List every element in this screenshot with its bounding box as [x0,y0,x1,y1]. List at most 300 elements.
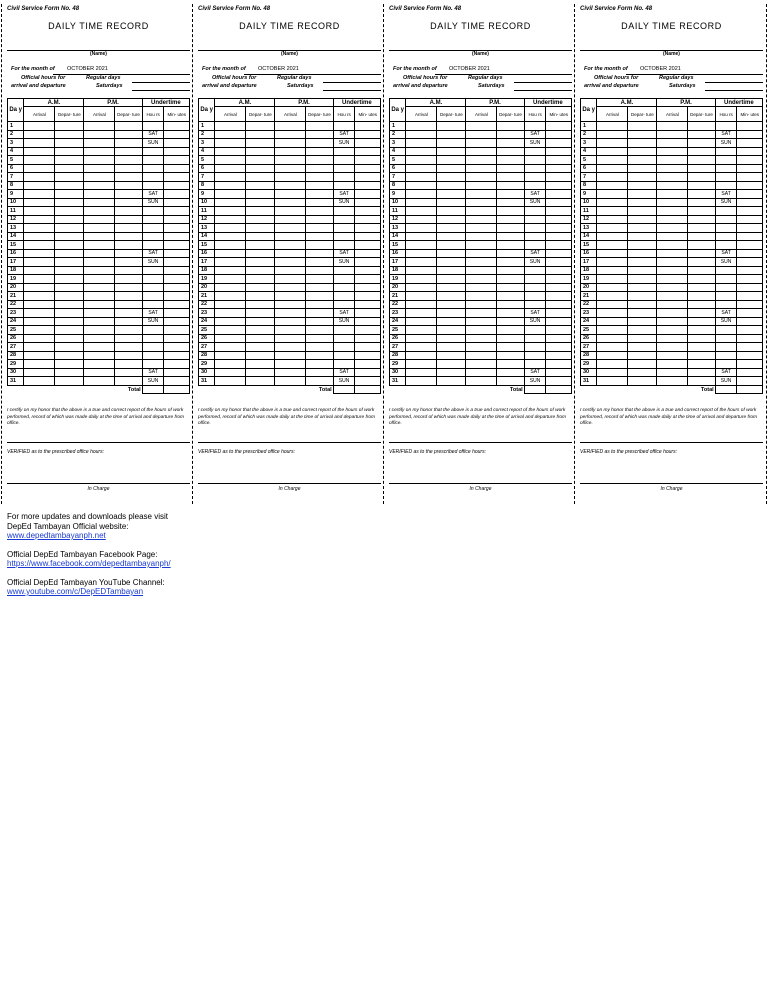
undertime-hours-cell[interactable] [715,156,737,165]
pm-departure-cell[interactable] [115,139,142,148]
am-arrival-cell[interactable] [24,130,55,139]
pm-arrival-cell[interactable] [466,224,497,233]
am-departure-cell[interactable] [628,360,657,369]
am-departure-cell[interactable] [55,351,84,360]
pm-departure-cell[interactable] [497,368,524,377]
pm-arrival-cell[interactable] [657,343,688,352]
pm-arrival-cell[interactable] [84,351,115,360]
employee-signature-line[interactable] [580,442,763,443]
pm-arrival-cell[interactable] [657,181,688,190]
am-departure-cell[interactable] [55,360,84,369]
regular-days-field[interactable] [323,82,381,83]
undertime-minutes-cell[interactable] [737,326,763,335]
am-departure-cell[interactable] [628,266,657,275]
undertime-minutes-cell[interactable] [546,207,572,216]
am-departure-cell[interactable] [437,249,466,258]
undertime-minutes-cell[interactable] [164,275,190,284]
pm-arrival-cell[interactable] [84,292,115,301]
month-value[interactable]: OCTOBER 2021 [258,66,299,72]
undertime-hours-cell[interactable] [715,334,737,343]
am-departure-cell[interactable] [437,232,466,241]
undertime-minutes-cell[interactable] [546,224,572,233]
undertime-minutes-cell[interactable] [355,317,381,326]
undertime-hours-cell[interactable] [715,207,737,216]
pm-departure-cell[interactable] [115,317,142,326]
undertime-minutes-cell[interactable] [164,266,190,275]
pm-departure-cell[interactable] [497,130,524,139]
am-departure-cell[interactable] [246,300,275,309]
am-departure-cell[interactable] [628,317,657,326]
total-minutes-cell[interactable] [546,385,572,394]
undertime-minutes-cell[interactable] [737,309,763,318]
in-charge-signature-line[interactable] [580,483,763,484]
undertime-minutes-cell[interactable] [164,317,190,326]
pm-departure-cell[interactable] [115,377,142,386]
am-arrival-cell[interactable] [597,266,628,275]
pm-arrival-cell[interactable] [275,283,306,292]
undertime-minutes-cell[interactable] [546,164,572,173]
undertime-hours-cell[interactable] [524,207,546,216]
am-arrival-cell[interactable] [597,309,628,318]
am-departure-cell[interactable] [246,207,275,216]
am-departure-cell[interactable] [55,232,84,241]
pm-arrival-cell[interactable] [657,122,688,131]
pm-departure-cell[interactable] [497,173,524,182]
pm-departure-cell[interactable] [497,241,524,250]
undertime-hours-cell[interactable] [715,147,737,156]
undertime-hours-cell[interactable] [715,343,737,352]
am-departure-cell[interactable] [437,292,466,301]
pm-departure-cell[interactable] [115,334,142,343]
undertime-hours-cell[interactable]: SAT [142,130,164,139]
undertime-minutes-cell[interactable] [737,334,763,343]
pm-arrival-cell[interactable] [275,368,306,377]
undertime-hours-cell[interactable] [142,156,164,165]
am-arrival-cell[interactable] [406,164,437,173]
pm-arrival-cell[interactable] [657,198,688,207]
undertime-hours-cell[interactable]: SAT [715,368,737,377]
pm-departure-cell[interactable] [306,309,333,318]
am-departure-cell[interactable] [628,309,657,318]
undertime-minutes-cell[interactable] [164,241,190,250]
undertime-hours-cell[interactable] [142,360,164,369]
pm-arrival-cell[interactable] [275,377,306,386]
pm-departure-cell[interactable] [115,207,142,216]
am-arrival-cell[interactable] [215,173,246,182]
pm-arrival-cell[interactable] [657,300,688,309]
pm-departure-cell[interactable] [115,156,142,165]
undertime-minutes-cell[interactable] [355,300,381,309]
am-arrival-cell[interactable] [406,241,437,250]
undertime-hours-cell[interactable] [715,300,737,309]
undertime-hours-cell[interactable]: SUN [524,139,546,148]
undertime-minutes-cell[interactable] [546,343,572,352]
pm-departure-cell[interactable] [306,173,333,182]
undertime-minutes-cell[interactable] [737,377,763,386]
am-arrival-cell[interactable] [215,232,246,241]
pm-arrival-cell[interactable] [657,283,688,292]
undertime-hours-cell[interactable]: SAT [333,190,355,199]
pm-departure-cell[interactable] [497,122,524,131]
am-arrival-cell[interactable] [24,343,55,352]
am-arrival-cell[interactable] [215,309,246,318]
undertime-hours-cell[interactable] [333,326,355,335]
am-arrival-cell[interactable] [597,139,628,148]
am-arrival-cell[interactable] [597,198,628,207]
am-departure-cell[interactable] [628,351,657,360]
pm-departure-cell[interactable] [306,266,333,275]
undertime-minutes-cell[interactable] [164,258,190,267]
pm-departure-cell[interactable] [306,377,333,386]
total-minutes-cell[interactable] [355,385,381,394]
am-departure-cell[interactable] [437,241,466,250]
am-arrival-cell[interactable] [406,198,437,207]
undertime-minutes-cell[interactable] [737,207,763,216]
undertime-hours-cell[interactable] [715,215,737,224]
pm-departure-cell[interactable] [306,232,333,241]
undertime-hours-cell[interactable] [715,173,737,182]
undertime-minutes-cell[interactable] [737,283,763,292]
pm-departure-cell[interactable] [688,334,715,343]
pm-arrival-cell[interactable] [466,198,497,207]
am-arrival-cell[interactable] [406,147,437,156]
am-arrival-cell[interactable] [597,343,628,352]
am-arrival-cell[interactable] [24,292,55,301]
am-arrival-cell[interactable] [597,326,628,335]
undertime-hours-cell[interactable] [524,292,546,301]
undertime-minutes-cell[interactable] [546,258,572,267]
undertime-hours-cell[interactable] [333,173,355,182]
am-arrival-cell[interactable] [215,122,246,131]
am-departure-cell[interactable] [628,181,657,190]
undertime-minutes-cell[interactable] [355,164,381,173]
undertime-minutes-cell[interactable] [164,181,190,190]
am-arrival-cell[interactable] [215,334,246,343]
undertime-minutes-cell[interactable] [164,309,190,318]
pm-arrival-cell[interactable] [657,266,688,275]
pm-departure-cell[interactable] [688,377,715,386]
am-departure-cell[interactable] [55,283,84,292]
pm-departure-cell[interactable] [688,343,715,352]
undertime-minutes-cell[interactable] [164,300,190,309]
undertime-hours-cell[interactable] [524,156,546,165]
pm-departure-cell[interactable] [688,283,715,292]
undertime-hours-cell[interactable] [715,224,737,233]
pm-departure-cell[interactable] [115,343,142,352]
am-arrival-cell[interactable] [597,368,628,377]
pm-arrival-cell[interactable] [84,164,115,173]
pm-departure-cell[interactable] [688,207,715,216]
undertime-minutes-cell[interactable] [355,292,381,301]
am-departure-cell[interactable] [437,360,466,369]
am-departure-cell[interactable] [437,368,466,377]
pm-arrival-cell[interactable] [84,317,115,326]
pm-departure-cell[interactable] [306,139,333,148]
undertime-hours-cell[interactable] [524,215,546,224]
am-departure-cell[interactable] [55,164,84,173]
undertime-minutes-cell[interactable] [737,122,763,131]
undertime-hours-cell[interactable] [333,207,355,216]
undertime-minutes-cell[interactable] [355,309,381,318]
undertime-minutes-cell[interactable] [355,343,381,352]
am-departure-cell[interactable] [437,224,466,233]
pm-arrival-cell[interactable] [84,275,115,284]
am-departure-cell[interactable] [437,300,466,309]
pm-departure-cell[interactable] [497,232,524,241]
undertime-minutes-cell[interactable] [546,326,572,335]
am-departure-cell[interactable] [437,351,466,360]
am-departure-cell[interactable] [246,275,275,284]
undertime-minutes-cell[interactable] [355,266,381,275]
am-departure-cell[interactable] [437,198,466,207]
undertime-minutes-cell[interactable] [355,147,381,156]
am-departure-cell[interactable] [246,241,275,250]
pm-arrival-cell[interactable] [466,343,497,352]
pm-arrival-cell[interactable] [84,215,115,224]
undertime-minutes-cell[interactable] [546,292,572,301]
pm-departure-cell[interactable] [497,215,524,224]
am-departure-cell[interactable] [55,224,84,233]
am-arrival-cell[interactable] [215,147,246,156]
undertime-hours-cell[interactable] [715,283,737,292]
pm-departure-cell[interactable] [306,190,333,199]
am-arrival-cell[interactable] [24,317,55,326]
pm-arrival-cell[interactable] [466,368,497,377]
undertime-hours-cell[interactable] [524,351,546,360]
undertime-minutes-cell[interactable] [164,139,190,148]
am-departure-cell[interactable] [437,326,466,335]
pm-departure-cell[interactable] [306,283,333,292]
pm-departure-cell[interactable] [497,266,524,275]
pm-departure-cell[interactable] [688,181,715,190]
undertime-hours-cell[interactable] [715,360,737,369]
undertime-hours-cell[interactable] [333,156,355,165]
undertime-minutes-cell[interactable] [355,156,381,165]
undertime-minutes-cell[interactable] [355,139,381,148]
undertime-hours-cell[interactable]: SUN [142,198,164,207]
pm-departure-cell[interactable] [497,283,524,292]
undertime-minutes-cell[interactable] [546,190,572,199]
undertime-hours-cell[interactable] [333,122,355,131]
undertime-minutes-cell[interactable] [164,190,190,199]
pm-departure-cell[interactable] [306,249,333,258]
am-arrival-cell[interactable] [597,164,628,173]
undertime-hours-cell[interactable]: SAT [142,190,164,199]
am-arrival-cell[interactable] [597,249,628,258]
undertime-minutes-cell[interactable] [546,232,572,241]
undertime-hours-cell[interactable] [142,224,164,233]
am-departure-cell[interactable] [628,368,657,377]
undertime-minutes-cell[interactable] [355,258,381,267]
undertime-minutes-cell[interactable] [164,224,190,233]
pm-arrival-cell[interactable] [657,232,688,241]
undertime-minutes-cell[interactable] [164,360,190,369]
am-arrival-cell[interactable] [406,351,437,360]
pm-arrival-cell[interactable] [84,207,115,216]
pm-departure-cell[interactable] [115,190,142,199]
undertime-hours-cell[interactable]: SAT [333,130,355,139]
am-arrival-cell[interactable] [215,224,246,233]
regular-days-field[interactable] [514,82,572,83]
undertime-hours-cell[interactable] [142,241,164,250]
undertime-minutes-cell[interactable] [355,241,381,250]
pm-arrival-cell[interactable] [84,334,115,343]
pm-departure-cell[interactable] [688,215,715,224]
pm-departure-cell[interactable] [688,147,715,156]
employee-signature-line[interactable] [7,442,190,443]
pm-arrival-cell[interactable] [275,343,306,352]
youtube-link[interactable]: www.youtube.com/c/DepEDTambayan [7,587,144,596]
pm-departure-cell[interactable] [306,360,333,369]
am-departure-cell[interactable] [246,326,275,335]
pm-arrival-cell[interactable] [657,258,688,267]
undertime-hours-cell[interactable] [524,147,546,156]
am-departure-cell[interactable] [246,198,275,207]
undertime-minutes-cell[interactable] [737,241,763,250]
am-arrival-cell[interactable] [406,215,437,224]
pm-departure-cell[interactable] [306,343,333,352]
am-arrival-cell[interactable] [597,317,628,326]
pm-arrival-cell[interactable] [466,326,497,335]
undertime-hours-cell[interactable] [142,164,164,173]
pm-arrival-cell[interactable] [466,139,497,148]
undertime-minutes-cell[interactable] [355,326,381,335]
am-arrival-cell[interactable] [597,156,628,165]
undertime-hours-cell[interactable]: SUN [715,377,737,386]
pm-departure-cell[interactable] [497,360,524,369]
am-arrival-cell[interactable] [406,207,437,216]
undertime-minutes-cell[interactable] [546,173,572,182]
undertime-hours-cell[interactable]: SUN [142,317,164,326]
am-departure-cell[interactable] [246,181,275,190]
pm-departure-cell[interactable] [497,207,524,216]
am-arrival-cell[interactable] [24,258,55,267]
am-arrival-cell[interactable] [597,377,628,386]
pm-arrival-cell[interactable] [275,334,306,343]
pm-departure-cell[interactable] [115,360,142,369]
am-departure-cell[interactable] [55,139,84,148]
pm-departure-cell[interactable] [115,266,142,275]
undertime-hours-cell[interactable]: SUN [142,377,164,386]
am-departure-cell[interactable] [55,292,84,301]
total-hours-cell[interactable] [524,385,546,394]
am-arrival-cell[interactable] [24,215,55,224]
undertime-hours-cell[interactable]: SAT [524,368,546,377]
pm-departure-cell[interactable] [115,300,142,309]
undertime-hours-cell[interactable] [333,292,355,301]
am-departure-cell[interactable] [437,139,466,148]
am-arrival-cell[interactable] [24,249,55,258]
undertime-hours-cell[interactable] [524,122,546,131]
am-departure-cell[interactable] [437,130,466,139]
pm-departure-cell[interactable] [115,173,142,182]
pm-arrival-cell[interactable] [84,232,115,241]
undertime-hours-cell[interactable] [524,326,546,335]
am-arrival-cell[interactable] [215,317,246,326]
am-departure-cell[interactable] [55,258,84,267]
pm-arrival-cell[interactable] [84,249,115,258]
undertime-hours-cell[interactable]: SAT [333,368,355,377]
undertime-hours-cell[interactable] [142,147,164,156]
undertime-minutes-cell[interactable] [164,173,190,182]
undertime-hours-cell[interactable]: SAT [142,309,164,318]
am-departure-cell[interactable] [246,309,275,318]
undertime-hours-cell[interactable] [333,343,355,352]
undertime-hours-cell[interactable]: SAT [524,130,546,139]
pm-arrival-cell[interactable] [275,241,306,250]
am-arrival-cell[interactable] [597,275,628,284]
am-departure-cell[interactable] [55,300,84,309]
undertime-hours-cell[interactable] [524,343,546,352]
undertime-minutes-cell[interactable] [737,173,763,182]
undertime-minutes-cell[interactable] [546,266,572,275]
am-arrival-cell[interactable] [24,198,55,207]
total-hours-cell[interactable] [715,385,737,394]
pm-arrival-cell[interactable] [275,300,306,309]
pm-departure-cell[interactable] [688,351,715,360]
am-departure-cell[interactable] [55,241,84,250]
pm-departure-cell[interactable] [688,232,715,241]
pm-arrival-cell[interactable] [84,343,115,352]
undertime-hours-cell[interactable] [142,300,164,309]
pm-departure-cell[interactable] [306,224,333,233]
pm-arrival-cell[interactable] [657,173,688,182]
am-arrival-cell[interactable] [406,181,437,190]
pm-arrival-cell[interactable] [275,232,306,241]
pm-arrival-cell[interactable] [657,164,688,173]
pm-departure-cell[interactable] [115,122,142,131]
total-hours-cell[interactable] [333,385,355,394]
pm-departure-cell[interactable] [115,147,142,156]
pm-arrival-cell[interactable] [275,292,306,301]
undertime-hours-cell[interactable] [715,164,737,173]
am-departure-cell[interactable] [246,215,275,224]
undertime-minutes-cell[interactable] [164,283,190,292]
pm-departure-cell[interactable] [688,326,715,335]
pm-departure-cell[interactable] [688,292,715,301]
am-arrival-cell[interactable] [24,190,55,199]
pm-arrival-cell[interactable] [84,147,115,156]
am-departure-cell[interactable] [55,207,84,216]
pm-arrival-cell[interactable] [84,368,115,377]
undertime-hours-cell[interactable] [333,300,355,309]
undertime-hours-cell[interactable] [715,326,737,335]
pm-departure-cell[interactable] [497,317,524,326]
pm-departure-cell[interactable] [306,122,333,131]
am-departure-cell[interactable] [437,309,466,318]
am-arrival-cell[interactable] [597,224,628,233]
am-arrival-cell[interactable] [24,275,55,284]
undertime-hours-cell[interactable]: SUN [333,258,355,267]
pm-departure-cell[interactable] [306,275,333,284]
undertime-hours-cell[interactable] [142,351,164,360]
pm-arrival-cell[interactable] [84,198,115,207]
undertime-hours-cell[interactable] [524,181,546,190]
am-departure-cell[interactable] [246,317,275,326]
undertime-minutes-cell[interactable] [355,190,381,199]
undertime-minutes-cell[interactable] [164,130,190,139]
pm-arrival-cell[interactable] [657,190,688,199]
am-departure-cell[interactable] [628,377,657,386]
pm-arrival-cell[interactable] [466,122,497,131]
undertime-hours-cell[interactable] [333,164,355,173]
undertime-hours-cell[interactable]: SAT [524,190,546,199]
undertime-hours-cell[interactable] [333,181,355,190]
am-departure-cell[interactable] [55,334,84,343]
pm-departure-cell[interactable] [497,139,524,148]
pm-departure-cell[interactable] [688,241,715,250]
am-arrival-cell[interactable] [215,377,246,386]
